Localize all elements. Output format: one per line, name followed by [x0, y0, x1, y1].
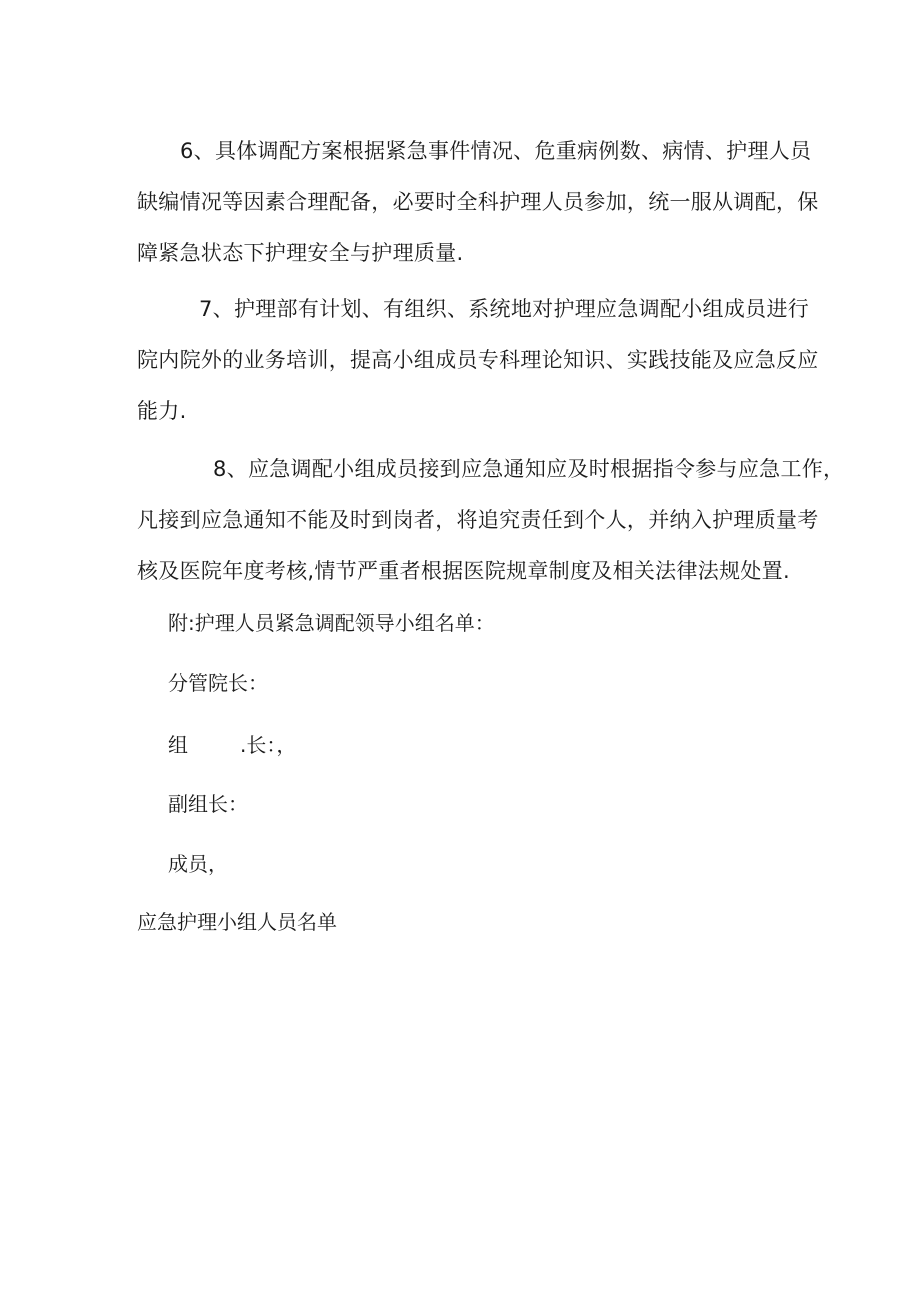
group-leader-label [168, 730, 296, 760]
appendix-title: 附:护理人员紧急调配领导小组名单： [168, 611, 495, 635]
paragraph-line: 能力. [137, 399, 187, 423]
paragraph-item-7 [137, 284, 819, 437]
paragraph-item-8 [137, 444, 845, 597]
group-leader-label-part1: 组 [168, 733, 188, 757]
paragraph-line: 障紧急状态下护理安全与护理质量. [137, 241, 464, 265]
paragraph-line: 院内院外的业务培训，提高小组成员专科理论知识、实践技能及应急反应 [137, 348, 819, 372]
paragraph-item-6 [137, 126, 819, 279]
paragraph-line: 6、具体调配方案根据紧急事件情况、危重病例数、病情、护理人员 [180, 139, 812, 163]
paragraph-line: 缺编情况等因素合理配备，必要时全科护理人员参加，统一服从调配，保 [137, 190, 819, 214]
paragraph-line: 8、应急调配小组成员接到应急通知应及时根据指令参与应急工作， [213, 457, 845, 481]
members-label: 成员， [168, 852, 228, 876]
paragraph-line: 7、护理部有计划、有组织、系统地对护理应急调配小组成员进行 [199, 297, 810, 321]
group-leader-label-part2: .长：， [240, 733, 297, 757]
deputy-leader-label: 副组长： [168, 792, 248, 816]
paragraph-line: 凡接到应急通知不能及时到岗者，将追究责任到个人，并纳入护理质量考 [137, 508, 819, 532]
list-heading: 应急护理小组人员名单 [137, 910, 337, 934]
paragraph-line: 核及医院年度考核,情节严重者根据医院规章制度及相关法律法规处置. [137, 559, 790, 583]
vice-president-label: 分管院长： [168, 671, 268, 695]
